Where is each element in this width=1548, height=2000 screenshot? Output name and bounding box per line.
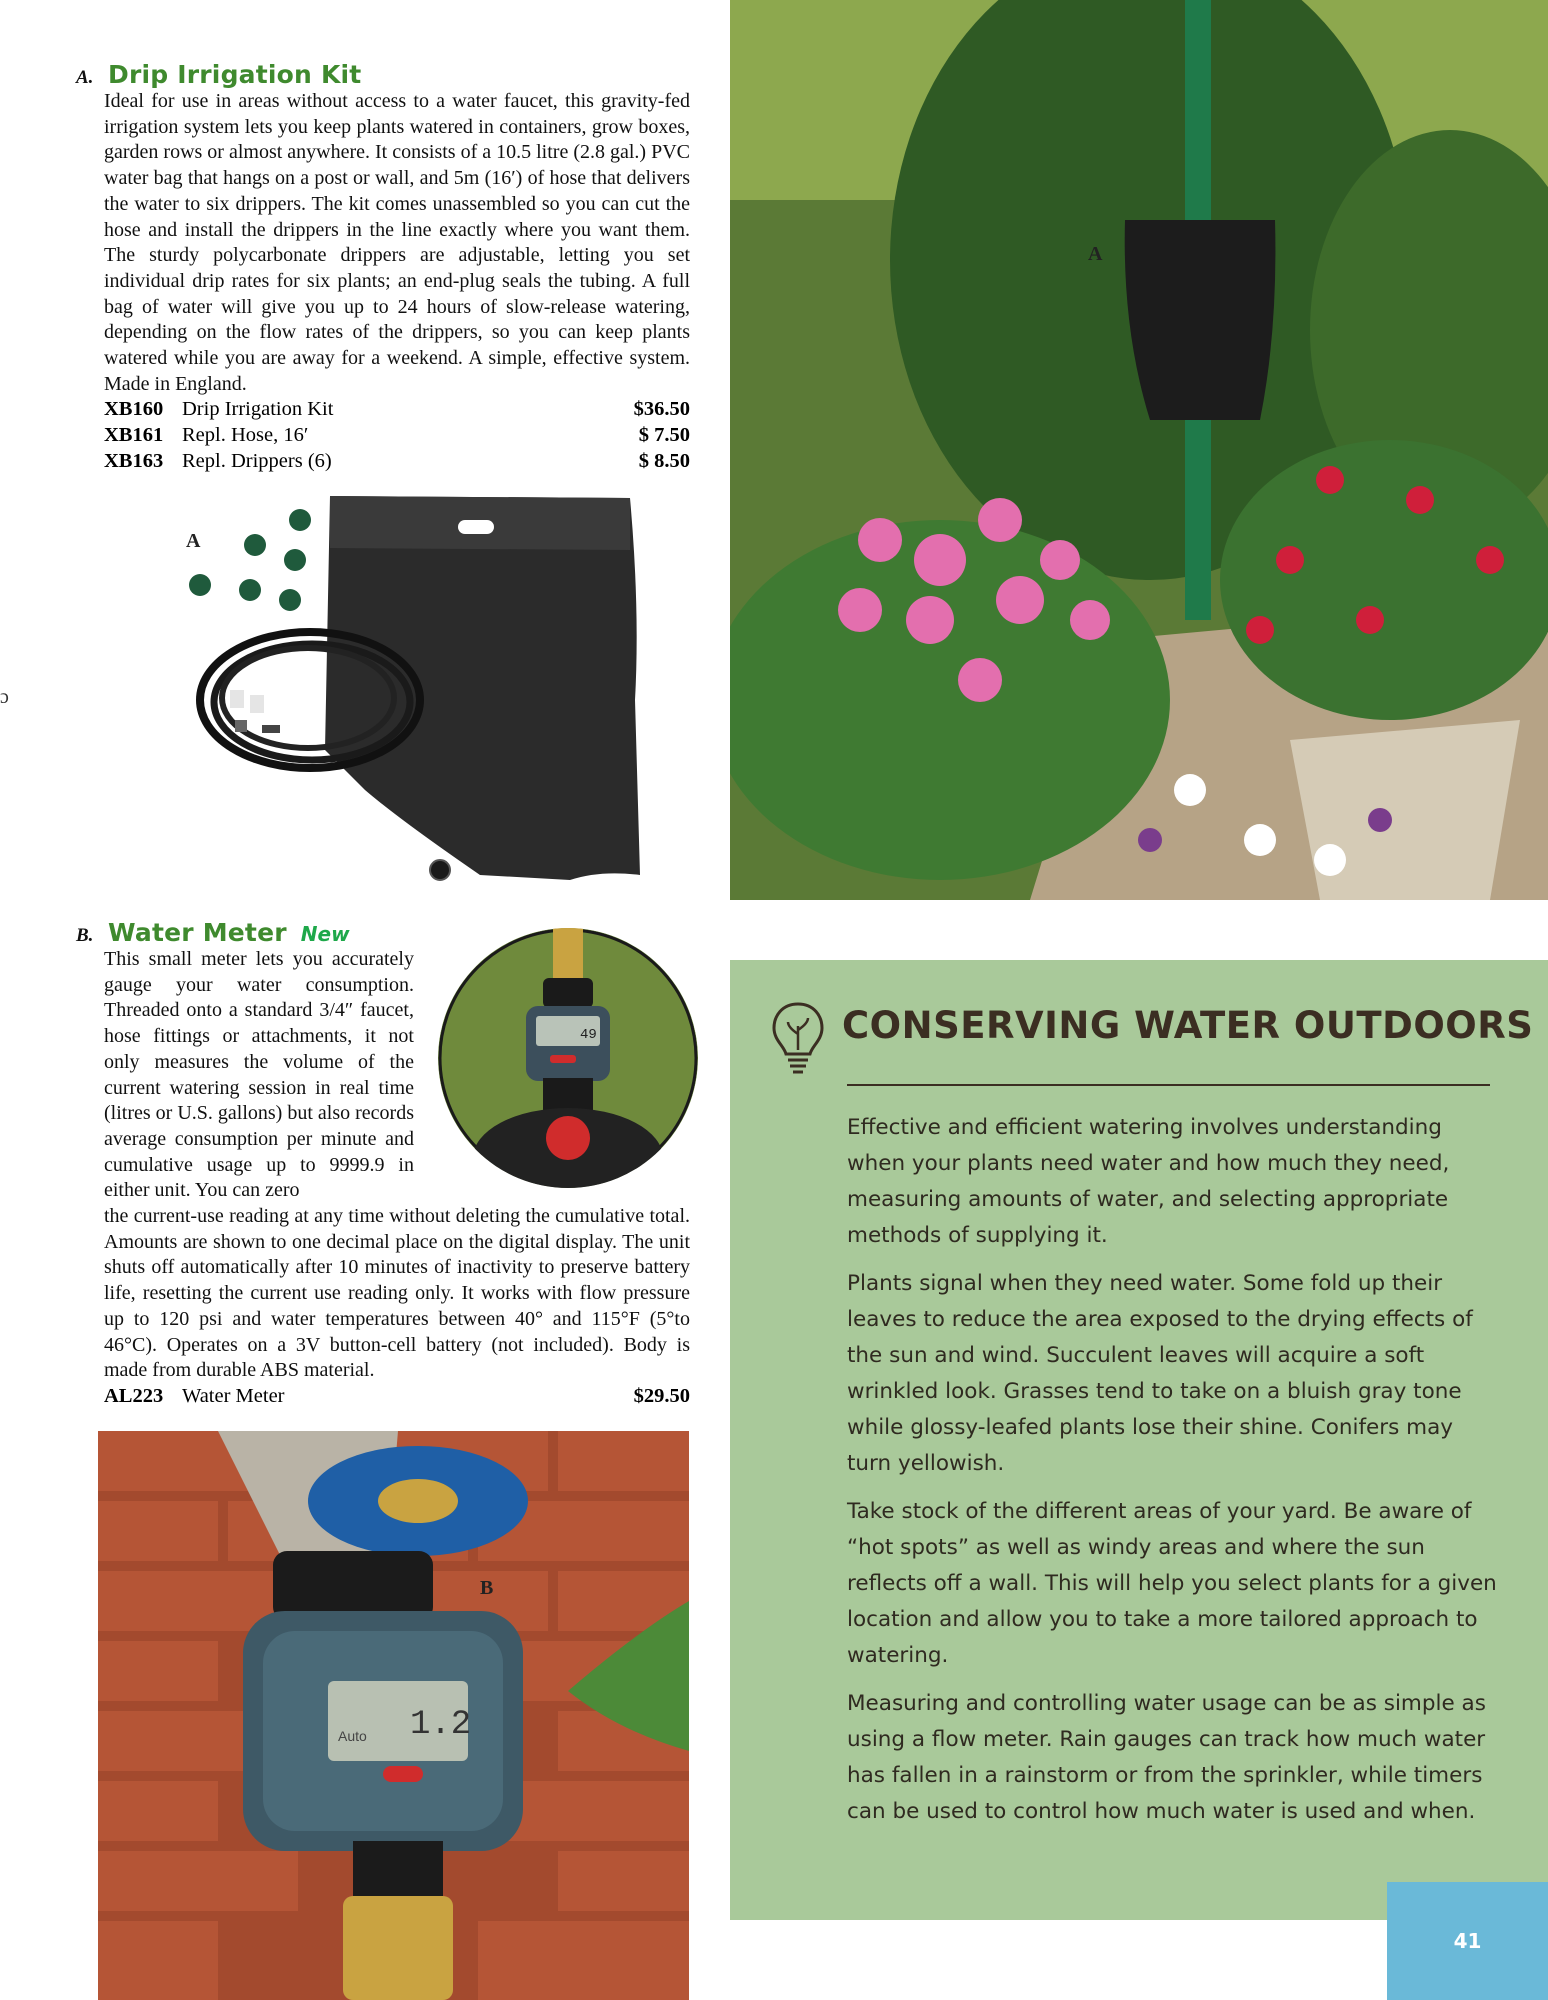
garden-scene-photo — [730, 0, 1548, 900]
product-a-title: Drip Irrigation Kit — [108, 60, 362, 89]
inset-display-digits: 49 — [580, 1027, 597, 1043]
sku-name: Water Meter — [182, 1384, 285, 1407]
page-number: 41 — [1387, 1882, 1548, 2000]
water-meter-photo — [98, 1431, 689, 2000]
edge-mark: ɔ — [0, 686, 9, 708]
product-b-description-full: the current-use reading at any time without deleting the cumulative total. Amounts are shown to one decimal place on the digital display. The unit shuts off automatically after 10 minutes of inactivity to preserve battery life, resetting the current use reading only. It works with flow pressure up to 120 psi and water temperatures between 40° and 115°F (5°to 46°C). Operates on a 3V button-cell battery (not included). Body is made from durable ABS material. — [104, 1205, 690, 1382]
sku-row — [104, 397, 690, 423]
infobox-body — [847, 1110, 1497, 1842]
product-a-sku-list — [76, 397, 690, 474]
sku-code: XB163 — [104, 449, 164, 472]
product-a-description: Ideal for use in areas without access to a water faucet, this gravity-fed irrigation system lets you keep plants watered in containers, grow boxes, garden rows or almost anywhere. It consists of a 10.5 litre (2.8 gal.) PVC water bag that hangs on a post or wall, and 5m (16′) of hose that delivers the water to six drippers. The kit comes unassembled so you can cut the hose and install the drippers in the line exactly where you want them. The sturdy polycarbonate drippers are adjustable, letting you set individual drip rates for six plants; an end-plug seals the tubing. A full bag of water will give you up to 24 hours of slow-release watering, depending on the flow rates of the drippers, so you can keep plants watered while you are away for a weekend. A simple, effective system. Made in England. — [104, 90, 690, 395]
display-reading: 1.2 — [410, 1706, 472, 1744]
scene-a-label: A — [1088, 243, 1103, 265]
sku-row — [104, 1384, 690, 1410]
product-a — [76, 60, 690, 475]
sku-code: AL223 — [104, 1384, 164, 1407]
sku-row — [104, 449, 690, 475]
conserving-water-box — [730, 960, 1548, 1920]
drip-kit-photo — [140, 490, 660, 890]
sku-code: XB161 — [104, 424, 164, 447]
sku-name: Repl. Hose, 16′ — [182, 424, 309, 447]
product-a-heading — [76, 60, 690, 89]
water-meter-inset-illustration — [438, 928, 698, 1188]
infobox-paragraph: Plants signal when they need water. Some fold up their leaves to reduce the area exposed to the drying effects of the sun and wind. Succulent leaves will acquire a soft wrinkled look. Grasses tend to take on a bluish gray tone while glossy-leafed plants lose their shine. Conifers may turn yellowish. — [847, 1271, 1473, 1476]
infobox-paragraph: Take stock of the different areas of your yard. Be aware of “hot spots” as well as windy areas and where the sun reflects off a wall. This will help you select plants for a given location and allow you to take a more tailored approach to watering. — [847, 1499, 1497, 1668]
product-b-description-wrapped: This small meter lets you accurately gauge your water consumption. Threaded onto a standard 3/4″ faucet, hose fittings or attachments, it not only measures the volume of the current watering session in real time (litres or U.S. gallons) but also records average consumption per minute and cumulative usage up to 9999.9 in either unit. You can zero — [104, 948, 414, 1202]
infobox-paragraph: Measuring and controlling water usage can be as simple as using a flow meter. Rain gauges can track how much water has fallen in a rainstorm or from the sprinkler, while timers can be used to control how much water is used and when. — [847, 1691, 1486, 1824]
sku-price: $ 7.50 — [638, 424, 690, 447]
sku-code: XB160 — [104, 398, 164, 421]
garden-scene-illustration — [730, 0, 1548, 900]
sku-row — [104, 423, 690, 449]
infobox-paragraph: Effective and efficient watering involves understanding when your plants need water and how much they need, measuring amounts of water, and selecting appropriate methods of supplying it. — [847, 1115, 1450, 1248]
product-a-letter: A. — [76, 67, 94, 88]
sku-name: Drip Irrigation Kit — [182, 398, 334, 421]
lightbulb-plant-icon — [770, 1000, 826, 1076]
photo-b-label: B — [480, 1577, 494, 1599]
drip-kit-illustration — [140, 490, 660, 890]
infobox-divider — [847, 1084, 1490, 1086]
infobox-title: CONSERVING WATER OUTDOORS — [842, 1004, 1534, 1047]
photo-a-label: A — [186, 530, 201, 552]
sku-price: $36.50 — [633, 398, 690, 421]
sku-price: $ 8.50 — [638, 449, 690, 472]
product-b-title: Water Meter — [108, 918, 287, 947]
water-meter-illustration — [98, 1431, 689, 2000]
display-mode: Auto — [338, 1728, 367, 1744]
water-meter-inset-photo — [438, 928, 698, 1188]
new-badge: New — [300, 922, 350, 946]
sku-name: Repl. Drippers (6) — [182, 449, 332, 472]
product-b-letter: B. — [76, 925, 94, 946]
sku-price: $29.50 — [633, 1384, 690, 1407]
